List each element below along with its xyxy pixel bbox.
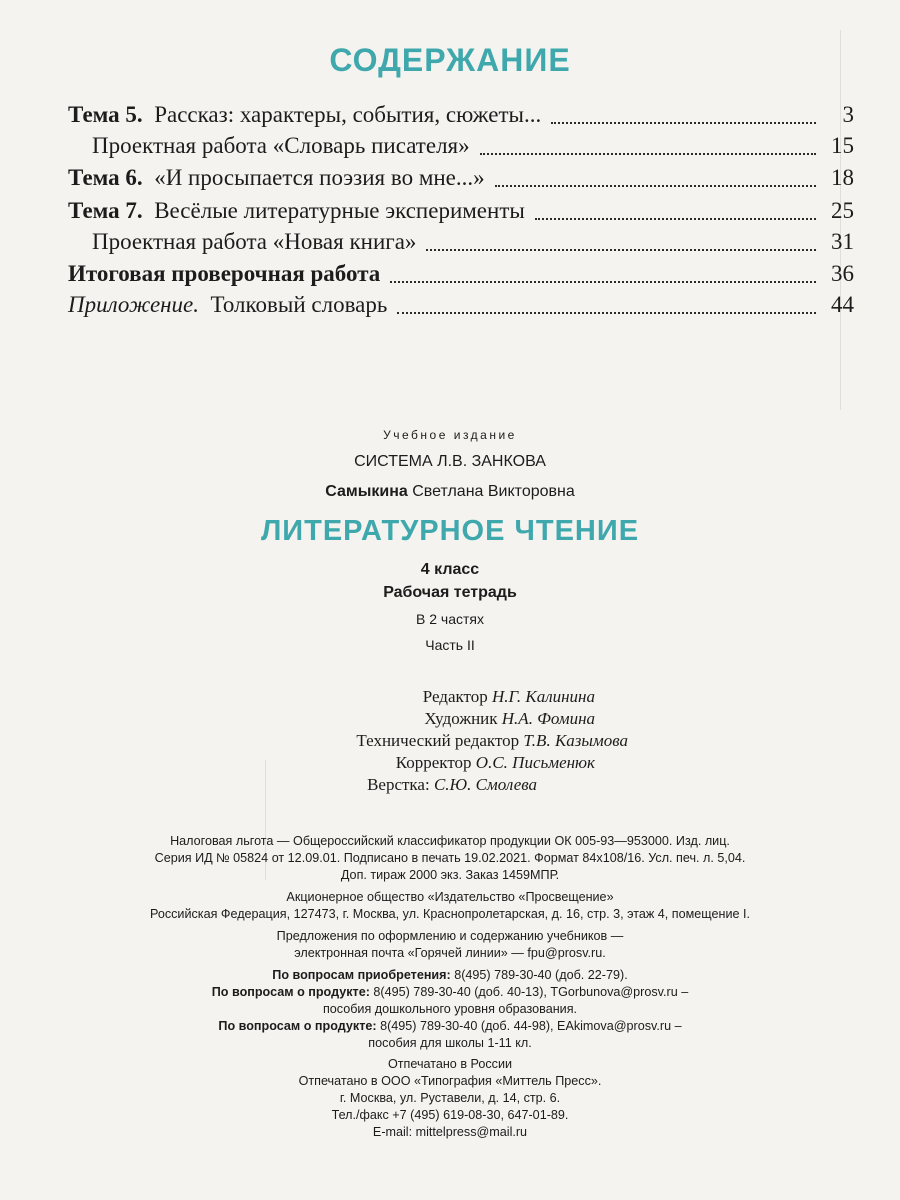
- toc-entry-text: Проектная работа «Новая книга»: [92, 229, 417, 254]
- staff-credit: [396, 753, 595, 773]
- toc-entry-prefix: Приложение.: [68, 292, 200, 317]
- product-contact-preschool: [0, 985, 900, 999]
- staff-role: Художник: [424, 709, 498, 728]
- author-name: Светлана Викторовна: [412, 483, 575, 500]
- staff-credit: [356, 731, 628, 751]
- staff-role: Редактор: [422, 687, 488, 706]
- edition-type: Учебное издание: [383, 428, 517, 442]
- suggestions-line: Предложения по оформлению и содержанию учебников —: [276, 929, 624, 943]
- printer-address: г. Москва, ул. Руставели, д. 14, стр. 6.: [339, 1091, 561, 1105]
- toc-entry-page: 36: [831, 261, 854, 286]
- toc-entry[interactable]: [68, 261, 854, 291]
- toc-entry-page: 44: [831, 292, 854, 317]
- publisher: Акционерное общество «Издательство «Просвещение»: [286, 890, 614, 904]
- staff-credit: [423, 687, 595, 707]
- dot-leader: [495, 185, 816, 187]
- part-number: Часть II: [425, 637, 475, 653]
- printer-phone: Тел./факс +7 (495) 619-08-30, 647-01-89.: [331, 1108, 569, 1122]
- toc-entry[interactable]: [68, 165, 854, 195]
- toc-entry-page: 15: [831, 133, 854, 158]
- product-value: 8(495) 789-30-40 (доб. 40-13), TGorbunova@prosv.ru –: [373, 985, 689, 999]
- author: [0, 483, 900, 501]
- toc-entry[interactable]: [92, 229, 854, 259]
- toc-entry-text: Рассказ: характеры, события, сюжеты...: [154, 102, 542, 127]
- staff-name: Н.Г. Калинина: [492, 687, 595, 706]
- staff-role: Технический редактор: [356, 731, 520, 750]
- toc-entry[interactable]: [68, 102, 854, 132]
- toc-entry-prefix: Тема 6.: [68, 165, 143, 190]
- book-title: ЛИТЕРАТУРНОЕ ЧТЕНИЕ: [260, 515, 640, 547]
- staff-credit: [424, 709, 595, 729]
- print-run: Доп. тираж 2000 экз. Заказ 1459МПР.: [340, 868, 560, 882]
- dot-leader: [535, 218, 816, 220]
- dot-leader: [480, 153, 816, 155]
- dot-leader: [390, 281, 816, 283]
- staff-name: С.Ю. Смолева: [433, 775, 537, 794]
- toc-entry-text: «И просыпается поэзия во мне...»: [154, 165, 485, 190]
- staff-role: Корректор: [395, 753, 472, 772]
- series-line: Серия ИД № 05824 от 12.09.01. Подписано в печать 19.02.2021. Формат 84х108/16. Усл. печ. л. 5,04.: [154, 851, 746, 865]
- product-note: пособия для школы 1-11 кл.: [368, 1036, 532, 1050]
- purchase-contact: [0, 968, 900, 982]
- toc-entry[interactable]: [68, 292, 854, 322]
- toc-entry-page: 18: [831, 165, 854, 190]
- staff-name: Т.В. Казымова: [523, 731, 628, 750]
- purchase-value: 8(495) 789-30-40 (доб. 22-79).: [454, 968, 628, 982]
- series-system: СИСТЕМА Л.В. ЗАНКОВА: [354, 453, 546, 470]
- toc-title: СОДЕРЖАНИЕ: [329, 42, 571, 78]
- dot-leader: [426, 249, 816, 251]
- grade: 4 класс: [420, 561, 480, 578]
- staff-credit: [367, 775, 537, 795]
- toc-entry[interactable]: [92, 133, 854, 163]
- toc-entry-prefix: Тема 7.: [68, 198, 143, 223]
- toc-entry-text: Толковый словарь: [210, 292, 388, 317]
- purchase-label: По вопросам приобретения:: [272, 968, 451, 982]
- product-label: По вопросам о продукте:: [218, 1019, 377, 1033]
- printed-in: Отпечатано в России: [387, 1057, 513, 1071]
- printer-email: E-mail: mittelpress@mail.ru: [372, 1125, 528, 1139]
- product-label: По вопросам о продукте:: [211, 985, 370, 999]
- suggestions-email: электронная почта «Горячей линии» — fpu@prosv.ru.: [294, 946, 606, 960]
- toc-entry-page: 3: [842, 102, 854, 127]
- dot-leader: [397, 312, 816, 314]
- toc-entry-page: 31: [831, 229, 854, 254]
- toc-entry-page: 25: [831, 198, 854, 223]
- toc-entry-text: Проектная работа «Словарь писателя»: [92, 133, 470, 158]
- product-note: пособия дошкольного уровня образования.: [322, 1002, 578, 1016]
- toc-entry[interactable]: [68, 198, 854, 228]
- toc-entry-prefix: Тема 5.: [68, 102, 143, 127]
- tax-line: Налоговая льгота — Общероссийский классификатор продукции ОК 005-93—953000. Изд. лиц.: [170, 834, 730, 848]
- printer: Отпечатано в ООО «Типография «Миттель Пресс».: [298, 1074, 602, 1088]
- dot-leader: [551, 122, 816, 124]
- workbook-type: Рабочая тетрадь: [383, 584, 517, 601]
- product-value: 8(495) 789-30-40 (доб. 44-98), EAkimova@prosv.ru –: [380, 1019, 682, 1033]
- product-contact-school: [0, 1019, 900, 1033]
- publisher-address: Российская Федерация, 127473, г. Москва, ул. Краснопролетарская, д. 16, стр. 3, этаж 4, помещение I.: [149, 907, 751, 921]
- staff-name: О.С. Письменюк: [475, 753, 595, 772]
- toc-entry-text: Весёлые литературные эксперименты: [154, 198, 525, 223]
- staff-name: Н.А. Фомина: [501, 709, 595, 728]
- author-surname: Самыкина: [325, 483, 408, 500]
- parts-count: В 2 частях: [416, 611, 484, 627]
- toc-entry-text: Итоговая проверочная работа: [68, 261, 381, 286]
- staff-role: Верстка:: [367, 775, 430, 794]
